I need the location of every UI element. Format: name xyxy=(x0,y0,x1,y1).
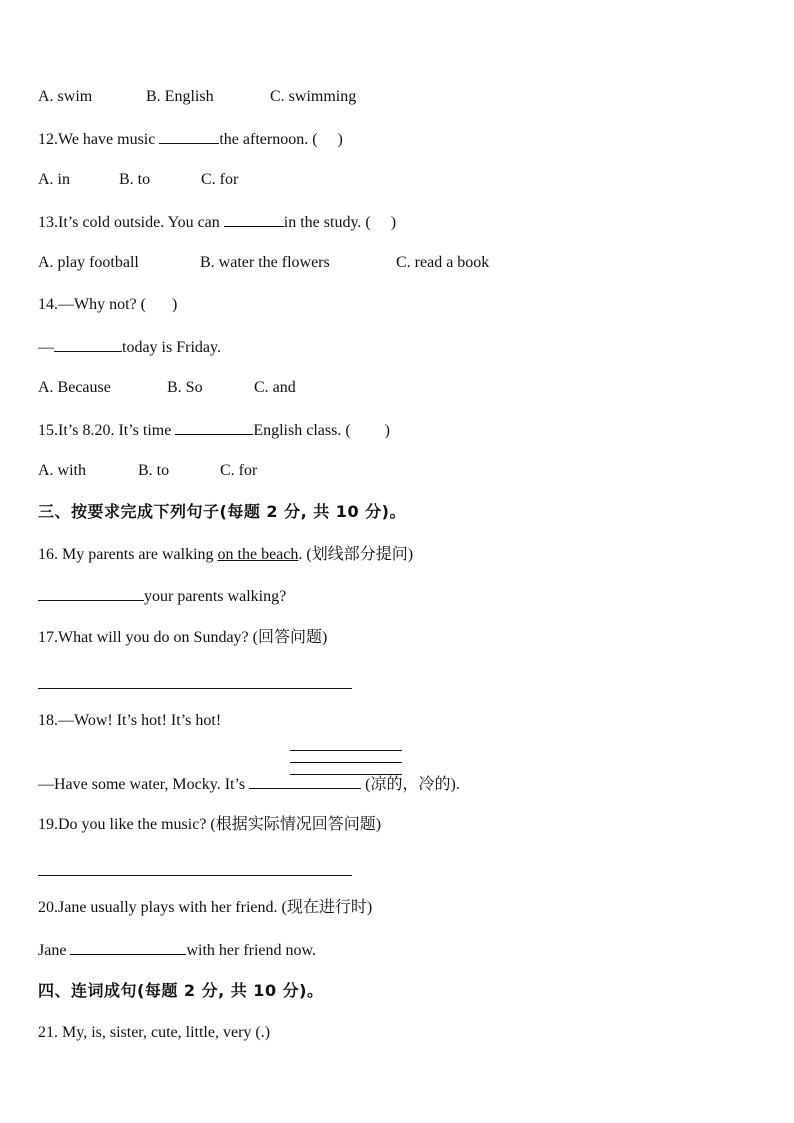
q21-question: 21. My, is, sister, cute, little, very (.) xyxy=(38,1024,271,1041)
q14-option-a: A. Because xyxy=(38,379,111,396)
q13-text-pre: 13.It’s cold outside. You can xyxy=(38,214,224,231)
q15-question xyxy=(38,420,390,441)
q16-answer-text: your parents walking? xyxy=(144,588,287,605)
q11-option-b: B. English xyxy=(146,88,214,105)
q15-answer-blank[interactable] xyxy=(175,420,253,435)
q18-line-2 xyxy=(38,774,460,795)
q20-text-pre: Jane xyxy=(38,942,71,959)
q14-answer-line xyxy=(38,337,221,358)
q14-answer-blank[interactable] xyxy=(54,337,122,352)
q14-question xyxy=(38,295,177,315)
q20-question: 20.Jane usually plays with her friend. (现在进行时) xyxy=(38,899,373,916)
q12-close: ) xyxy=(337,131,343,148)
q13-question xyxy=(38,212,396,233)
q13-close: ) xyxy=(390,214,397,231)
q14-text: 14.—Why not? ( xyxy=(38,296,146,313)
q12-answer-blank[interactable] xyxy=(159,129,219,144)
q12-options xyxy=(38,170,238,190)
q16-question xyxy=(38,545,413,565)
q12-text-pre: 12.We have music xyxy=(38,131,160,148)
q14-options xyxy=(38,378,296,398)
q16-text-post: . (划线部分提问) xyxy=(298,546,414,563)
q16-underlined-phrase: on the beach xyxy=(217,546,299,563)
q14-option-b: B. So xyxy=(167,379,203,396)
q13-options xyxy=(38,253,489,273)
q18-line-1: 18.—Wow! It’s hot! It’s hot! xyxy=(38,712,222,729)
q15-option-b: B. to xyxy=(138,462,170,479)
q15-text-pre: 15.It’s 8.20. It’s time xyxy=(38,422,176,439)
q18-answer-blank[interactable] xyxy=(249,774,361,789)
section-3-heading: 三、按要求完成下列句子(每题 2 分, 共 10 分)。 xyxy=(38,502,406,521)
q20-text-post: with her friend now. xyxy=(186,942,317,959)
q14-option-c: C. and xyxy=(254,379,296,396)
q12-option-a: A. in xyxy=(38,171,70,188)
q13-option-c: C. read a book xyxy=(396,254,490,271)
q12-question xyxy=(38,129,343,150)
q20-answer-line xyxy=(38,940,316,961)
q18-text-pre: —Have some water, Mocky. It’s xyxy=(38,776,250,793)
q19-question: 19.Do you like the music? (根据实际情况回答问题) xyxy=(38,816,382,833)
q17-question: 17.What will you do on Sunday? (回答问题) xyxy=(38,629,328,646)
q15-options xyxy=(38,461,257,481)
q13-text-post: in the study. ( xyxy=(283,214,371,231)
q18-answer-rule-1[interactable] xyxy=(290,750,402,751)
q17-answer-line[interactable] xyxy=(38,688,352,689)
q16-text-pre: 16. My parents are walking xyxy=(38,546,218,563)
q18-text-post: (凉的，冷的). xyxy=(361,776,460,793)
q12-text-post: the afternoon. ( xyxy=(219,131,318,148)
q15-text-post: English class. ( xyxy=(253,422,351,439)
q15-option-a: A. with xyxy=(38,462,86,479)
q12-option-c: C. for xyxy=(201,171,239,188)
q14-close: ) xyxy=(171,296,178,313)
q15-option-c: C. for xyxy=(220,462,258,479)
q16-answer-blank[interactable] xyxy=(38,586,144,601)
q16-answer-line xyxy=(38,586,286,607)
q18-answer-rule-2[interactable] xyxy=(290,762,402,763)
q13-option-a: A. play football xyxy=(38,254,139,271)
q15-close: ) xyxy=(384,422,390,439)
q11-option-a: A. swim xyxy=(38,88,93,105)
q20-answer-blank[interactable] xyxy=(70,940,186,955)
q11-option-c: C. swimming xyxy=(270,88,357,105)
q13-option-b: B. water the flowers xyxy=(200,254,330,271)
q14-dash: — xyxy=(38,339,54,356)
q19-answer-line[interactable] xyxy=(38,875,352,876)
section-4-heading: 四、连词成句(每题 2 分, 共 10 分)。 xyxy=(38,981,324,1000)
q12-option-b: B. to xyxy=(119,171,151,188)
q14-answer-text: today is Friday. xyxy=(122,339,221,356)
q11-options xyxy=(38,87,356,107)
q13-answer-blank[interactable] xyxy=(224,212,284,227)
